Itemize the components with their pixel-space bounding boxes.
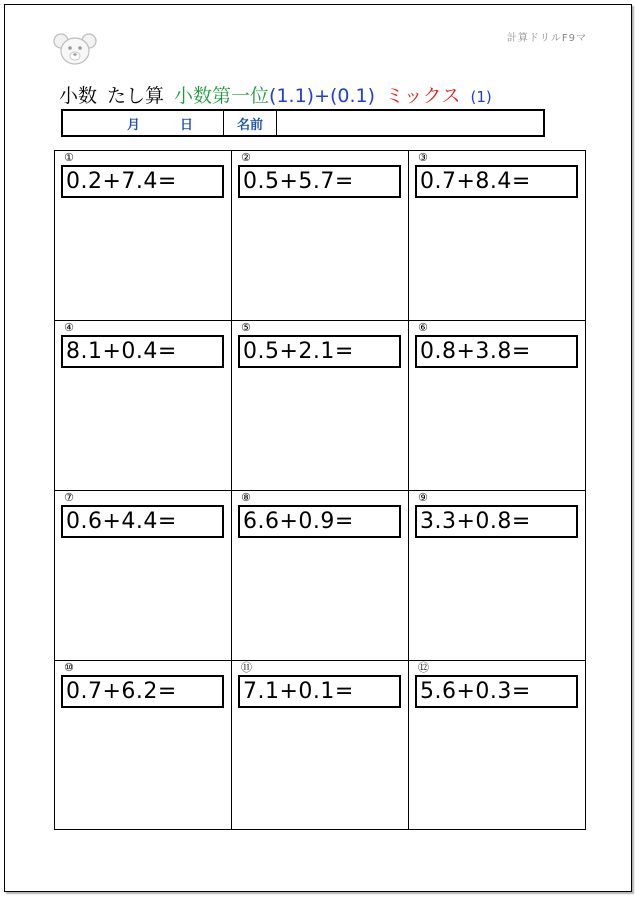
- problem-expression: 6.6+0.9=: [238, 505, 401, 538]
- problem-number: ⑧: [241, 491, 251, 504]
- problem-expression: 7.1+0.1=: [238, 675, 401, 708]
- problem-number: ⑤: [241, 321, 251, 334]
- title-mix: ミックス: [385, 85, 461, 107]
- problem-number: ③: [418, 151, 428, 164]
- problem-number: ②: [241, 151, 251, 164]
- problem-number: ⑨: [418, 491, 428, 504]
- problem-number: ⑫: [418, 661, 429, 674]
- problem-cell[interactable]: [55, 661, 232, 829]
- worksheet-page: [4, 4, 632, 892]
- title-pattern: (1.1)+(0.1): [269, 85, 376, 107]
- problem-expression: 0.7+6.2=: [61, 675, 224, 708]
- name-date-bar: [61, 109, 545, 137]
- problem-number: ①: [64, 151, 74, 164]
- title-sheet-number: (1): [470, 88, 492, 106]
- problem-cell[interactable]: [409, 321, 585, 491]
- problem-expression: 0.5+2.1=: [238, 335, 401, 368]
- problem-cell[interactable]: [232, 321, 409, 491]
- title-first-decimal-place: 小数第一位: [174, 85, 270, 107]
- problem-number: ⑪: [241, 661, 252, 674]
- problem-expression: 0.2+7.4=: [61, 165, 224, 198]
- problem-number: ⑥: [418, 321, 428, 334]
- problem-grid: [54, 150, 586, 830]
- problem-number: ④: [64, 321, 74, 334]
- problem-number: ⑩: [64, 661, 74, 674]
- month-label: 月: [127, 117, 141, 133]
- problem-cell[interactable]: [409, 151, 585, 321]
- problem-cell[interactable]: [55, 151, 232, 321]
- problem-expression: 3.3+0.8=: [415, 505, 578, 538]
- problem-expression: 0.8+3.8=: [415, 335, 578, 368]
- problem-cell[interactable]: [55, 321, 232, 491]
- problem-cell[interactable]: [409, 661, 585, 829]
- problem-number: ⑦: [64, 491, 74, 504]
- problem-expression: 8.1+0.4=: [61, 335, 224, 368]
- problem-cell[interactable]: [232, 151, 409, 321]
- name-field[interactable]: [277, 111, 543, 135]
- page-title: [59, 81, 492, 108]
- problem-cell[interactable]: [55, 491, 232, 661]
- name-label: 名前: [224, 111, 277, 135]
- problem-expression: 0.5+5.7=: [238, 165, 401, 198]
- title-decimal: 小数: [59, 85, 98, 107]
- bear-face-icon: [52, 31, 98, 67]
- problem-expression: 0.7+8.4=: [415, 165, 578, 198]
- problem-cell[interactable]: [232, 661, 409, 829]
- brand-label: 計算ドリルF9マ: [506, 33, 587, 44]
- problem-cell[interactable]: [232, 491, 409, 661]
- problem-expression: 0.6+4.4=: [61, 505, 224, 538]
- date-field[interactable]: [63, 111, 224, 135]
- title-addition: たし算: [107, 85, 165, 107]
- problem-expression: 5.6+0.3=: [415, 675, 578, 708]
- problem-cell[interactable]: [409, 491, 585, 661]
- day-label: 日: [180, 117, 194, 133]
